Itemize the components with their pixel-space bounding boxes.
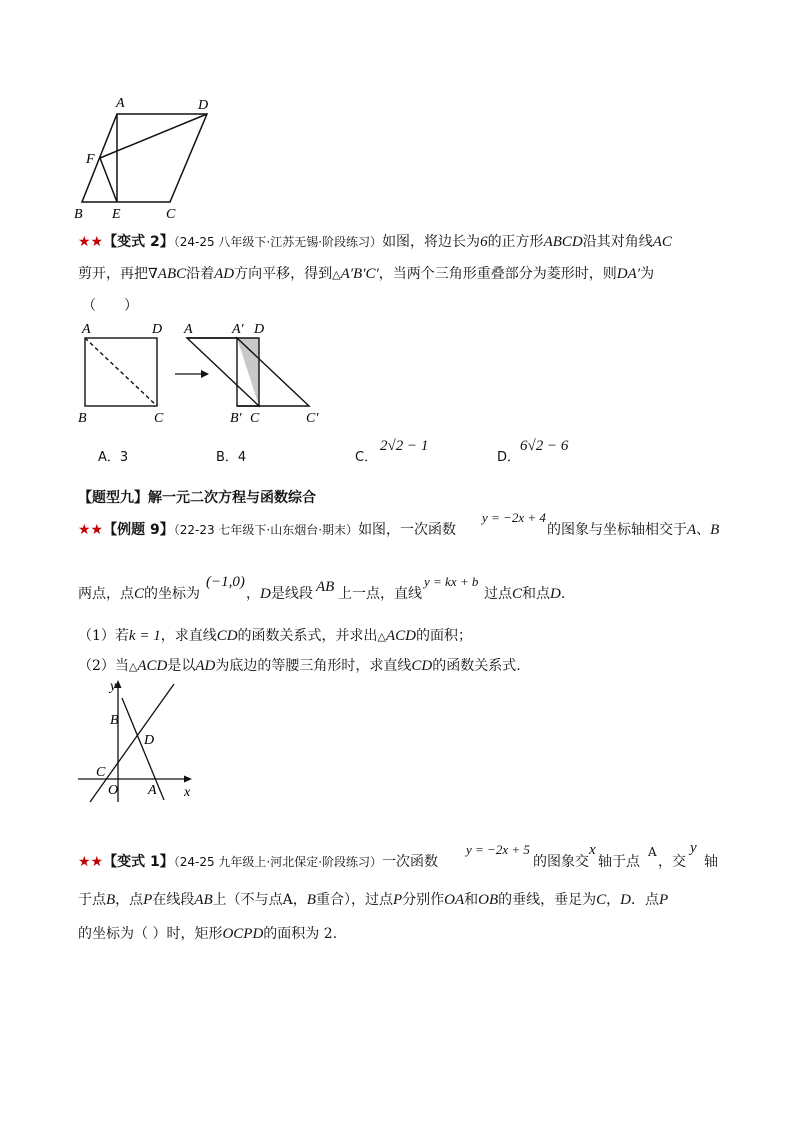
label-d: D	[198, 98, 209, 113]
problem-source: （24-25 八年级下·江苏无锡·阶段练习）	[173, 235, 383, 249]
v1-line2: 于点B，点P在线段AB上（不与点A，B重合），过点P分别作OA和OB的垂线，垂足为C，D．点P	[78, 892, 669, 908]
ex9-line2-tail: 过点C和点D.	[484, 586, 566, 602]
v1-eq: y = −2x + 5	[466, 842, 530, 857]
ex9-coord: (−1,0)	[206, 574, 245, 590]
v2-answer-paren: （ ）	[82, 298, 138, 314]
label-c: C	[166, 207, 176, 222]
section-heading: 【题型九】解一元二次方程与函数综合	[78, 490, 316, 506]
option-c-value: 2√2 − 1	[380, 438, 429, 454]
svg-text:A′: A′	[232, 322, 244, 337]
ex9-ab: AB	[316, 579, 335, 595]
v1-line1-tail-a: 的图象交	[533, 854, 589, 870]
option-a[interactable]: A．3	[98, 450, 129, 465]
v1-line1-tail-b: 轴于点	[598, 854, 640, 870]
svg-text:D: D	[152, 322, 163, 337]
svg-text:B: B	[110, 713, 119, 728]
figure-coordinate-graph	[70, 672, 200, 808]
ex9-question-1: （1）若k = 1，求直线CD的函数关系式，并求出△ACD的面积；	[78, 628, 473, 644]
option-b[interactable]: B．4	[216, 450, 247, 465]
ex9-line1: ★★【例题 9】（22-23 七年级下·山东烟台·期末）如图，一次函数	[78, 522, 457, 538]
svg-text:O: O	[108, 783, 119, 798]
diagonal-ac	[85, 338, 157, 406]
figure-parallelogram	[70, 92, 230, 222]
svg-text:x: x	[184, 785, 191, 800]
svg-text:y: y	[110, 679, 117, 694]
svg-text:C: C	[96, 765, 106, 780]
svg-text:A: A	[184, 322, 193, 337]
problem-tag: 【变式 2】	[103, 234, 174, 250]
option-c[interactable]: C．	[355, 450, 378, 465]
difficulty-stars: ★★	[78, 234, 104, 250]
v2-line2: 剪开，再把∇ABC沿着AD方向平移，得到△A′B′C′，当两个三角形重叠部分为菱形时，则DA′为	[78, 266, 655, 282]
ex9-eq1: y = −2x + 4	[482, 510, 546, 525]
ex9-line2-mid: ，D是线段	[246, 586, 313, 602]
ex9-line1-tail: 的图象与坐标轴相交于A、B	[547, 522, 720, 538]
v1-a: A	[648, 845, 657, 859]
label-e: E	[112, 207, 121, 222]
svg-text:B: B	[78, 411, 87, 426]
v1-line1-tail-c: ，交	[658, 854, 686, 870]
ex9-question-2: （2）当△ACD是以AD为底边的等腰三角形时，求直线CD的函数关系式.	[78, 658, 521, 674]
ex9-eq2: y = kx + b	[424, 574, 479, 589]
segment-fe	[100, 158, 117, 202]
svg-text:A: A	[82, 322, 91, 337]
v1-x: x	[589, 842, 596, 858]
v1-line1: ★★【变式 1】（24-25 九年级上·河北保定·阶段练习）一次函数	[78, 854, 439, 870]
figure-square-translation	[70, 316, 340, 428]
v1-line1-tail-d: 轴	[704, 854, 718, 870]
v1-line3: 的坐标为（ ）时，矩形OCPD的面积为 2.	[78, 926, 338, 942]
svg-text:D: D	[144, 733, 155, 748]
line-cd	[90, 684, 174, 802]
option-d[interactable]: D．	[497, 450, 521, 465]
v1-y: y	[690, 840, 697, 856]
svg-text:C: C	[250, 411, 260, 426]
x-axis-arrow	[184, 776, 192, 783]
svg-text:D: D	[254, 322, 265, 337]
ex9-line2-mid2: 上一点，直线	[338, 586, 422, 602]
ex9-line2: 两点，点C的坐标为	[78, 586, 201, 602]
arrow-icon	[175, 370, 209, 378]
svg-text:C′: C′	[306, 411, 319, 426]
option-d-value: 6√2 − 6	[520, 438, 569, 454]
svg-text:C: C	[154, 411, 164, 426]
svg-text:B′: B′	[230, 411, 242, 426]
label-a: A	[116, 96, 125, 111]
label-b: B	[74, 207, 83, 222]
label-f: F	[86, 152, 95, 167]
v2-line1: ★★【变式 2】（24-25 八年级下·江苏无锡·阶段练习）如图，将边长为6的正方形ABCD沿其对角线AC	[78, 234, 672, 250]
svg-text:A: A	[148, 783, 157, 798]
